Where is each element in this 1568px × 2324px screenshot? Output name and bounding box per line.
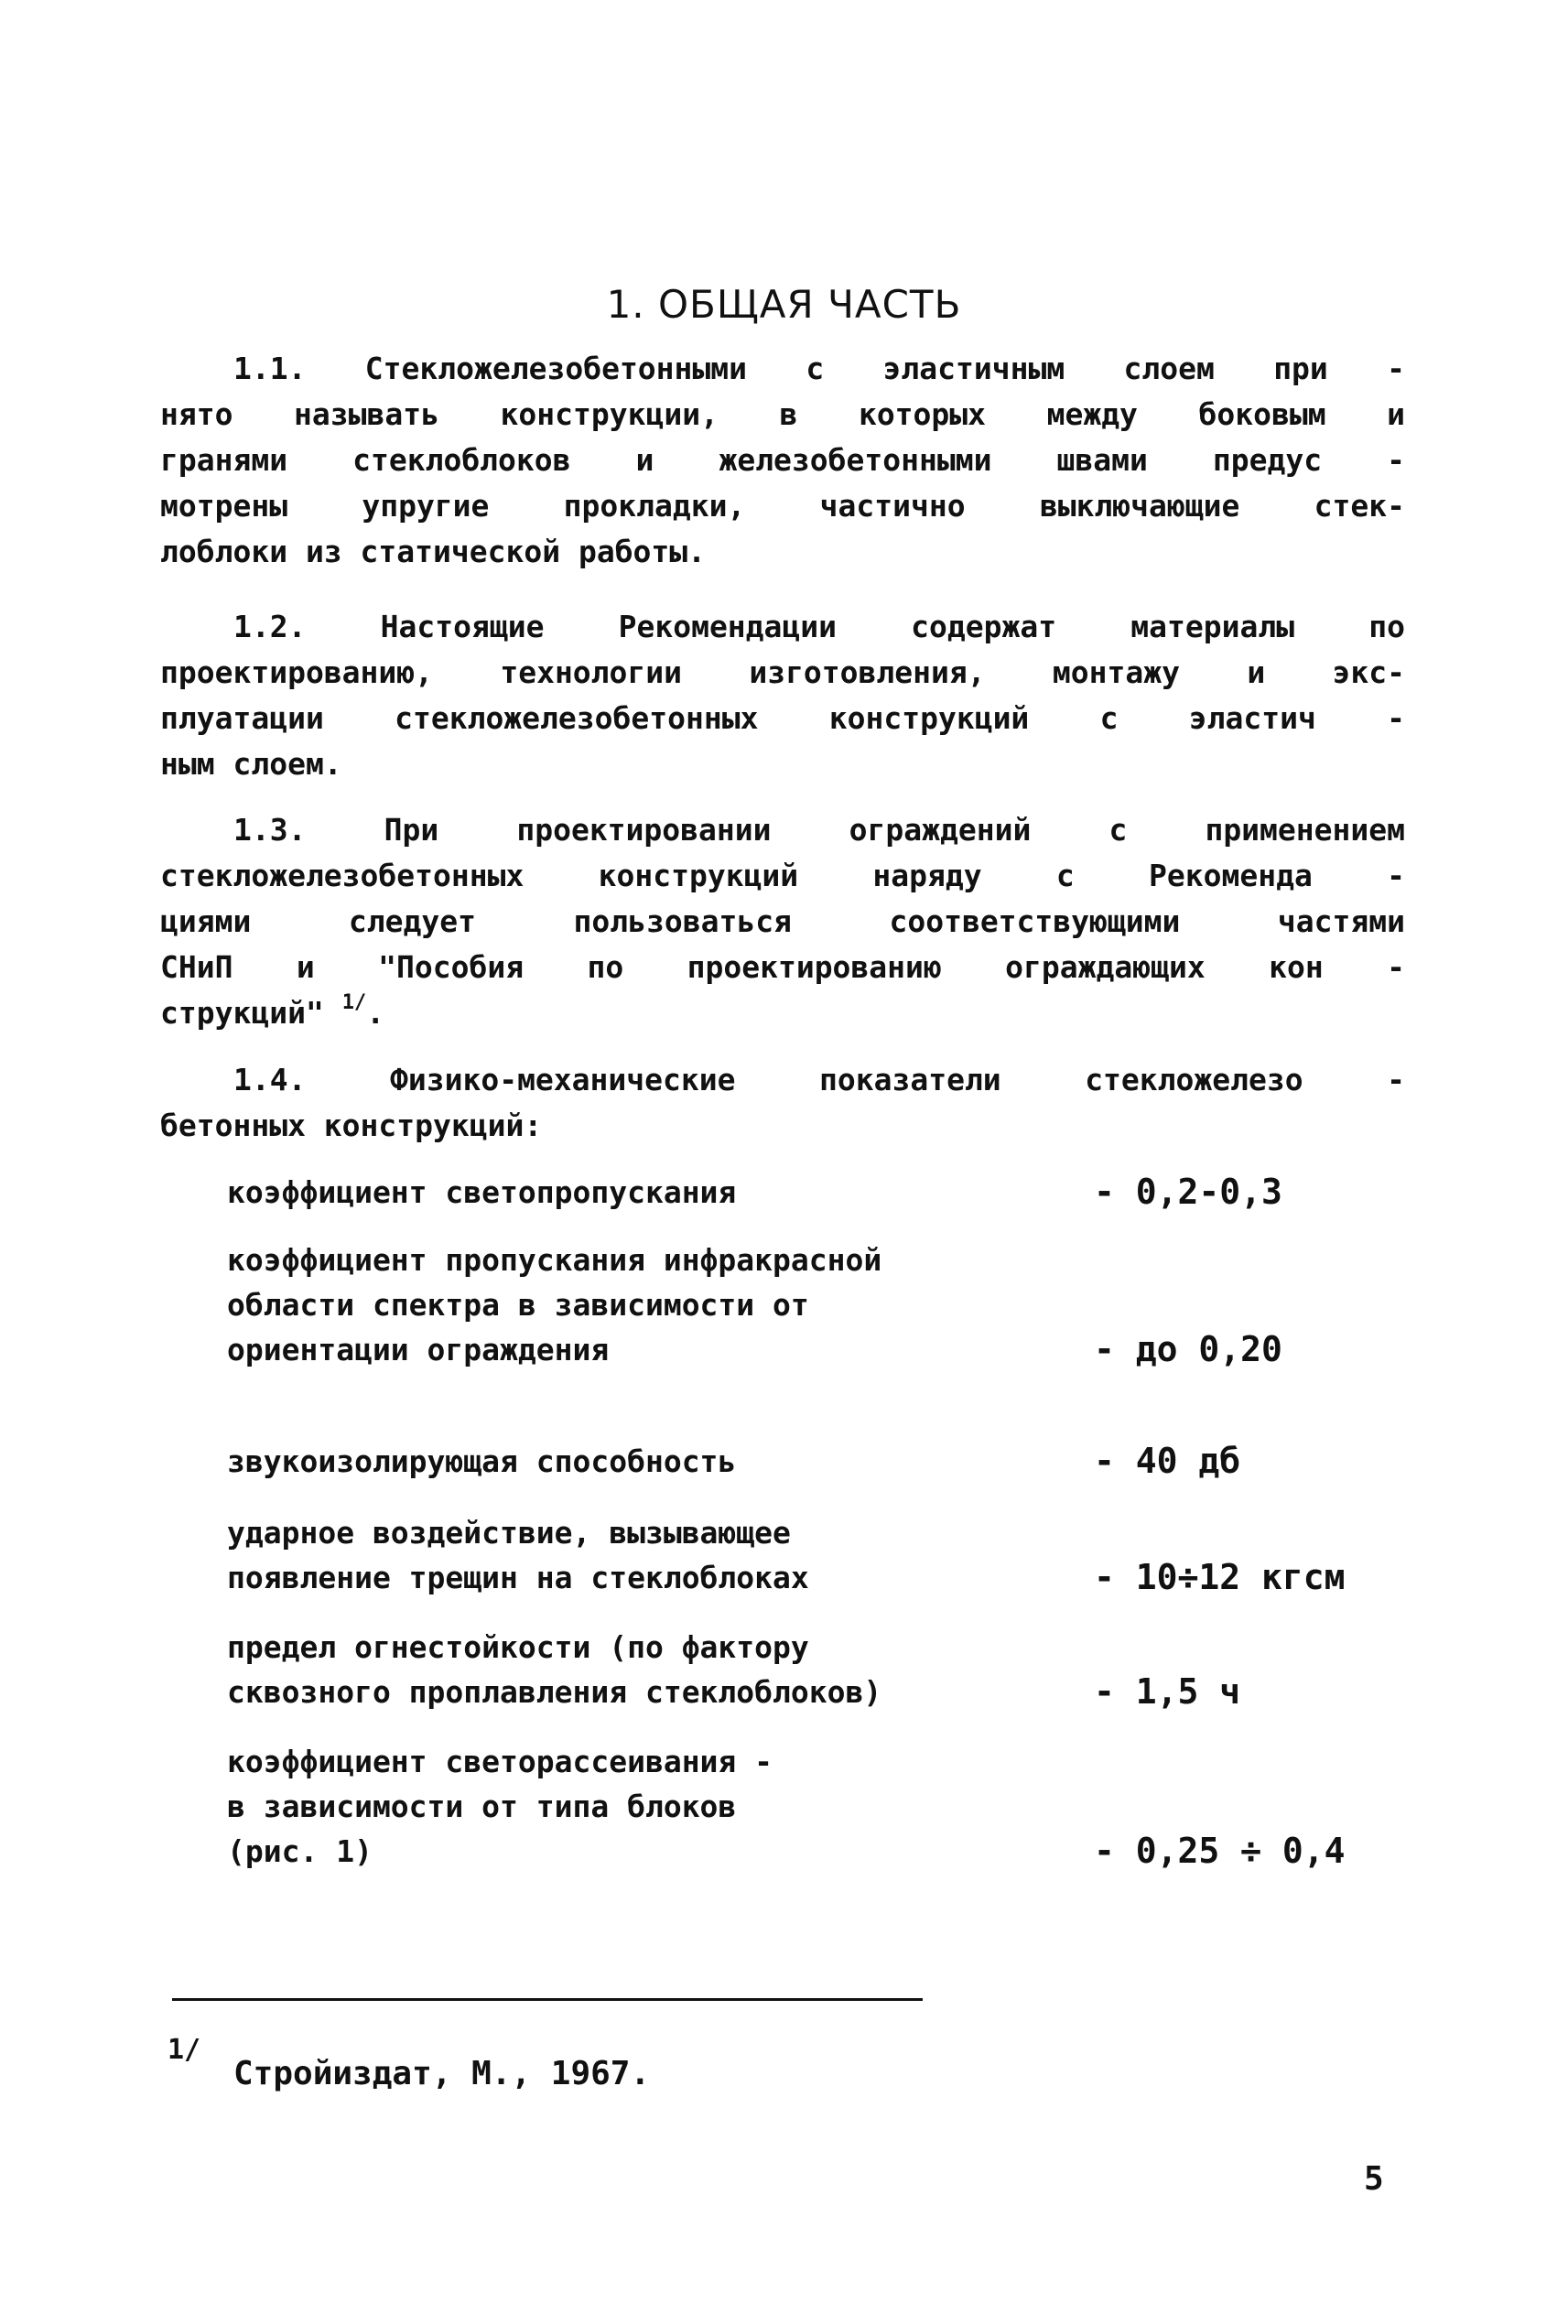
- paragraph-1-4: [160, 1057, 1405, 1149]
- paragraph-line-with-footnote: [160, 990, 1405, 1036]
- paragraph-line: 1.4. Физико-механические показатели стекложелезо -: [233, 1062, 1405, 1097]
- paragraph-line: ным слоем.: [160, 746, 342, 782]
- property-label: коэффициент пропускания инфракрасной области спектра в зависимости от ориентации ограждения: [227, 1242, 882, 1367]
- page-number: 5: [1364, 2160, 1384, 2198]
- footnote-reference: 1/: [341, 991, 367, 1014]
- footnote-divider: [172, 1998, 923, 2001]
- paragraph-line: стекложелезобетонных конструкций наряду с Рекоменда -: [160, 858, 1405, 893]
- property-label: предел огнестойкости (по фактору сквозного проплавления стеклоблоков): [227, 1629, 882, 1710]
- section-title: 1. ОБЩАЯ ЧАСТЬ: [606, 282, 962, 327]
- property-value: - 40 дб: [1094, 1441, 1241, 1481]
- paragraph-line: гранями стеклоблоков и железобетонными швами предус -: [160, 442, 1405, 478]
- paragraph-line: СНиП и "Пособия по проектированию ограждающих кон -: [160, 949, 1405, 985]
- property-value: - 10÷12 кгсм: [1094, 1557, 1346, 1597]
- paragraph-1-1: [160, 346, 1405, 575]
- paragraph-1-2: [160, 604, 1405, 787]
- paragraph-line: бетонных конструкций:: [160, 1108, 543, 1143]
- property-label: звукоизолирующая способность: [227, 1443, 737, 1479]
- paragraph-line: циями следует пользоваться соответствующими частями: [160, 903, 1405, 939]
- paragraph-end-mark: .: [366, 995, 385, 1031]
- paragraph-line: струкций": [160, 995, 324, 1031]
- paragraph-line: 1.2. Настоящие Рекомендации содержат материалы по: [233, 609, 1405, 644]
- property-value: - 0,25 ÷ 0,4: [1094, 1831, 1346, 1871]
- paragraph-line: нято называть конструкции, в которых между боковым и: [160, 396, 1405, 432]
- paragraph-line: 1.1. Стекложелезобетонными с эластичным слоем при -: [233, 351, 1405, 386]
- property-label: коэффициент светорассеивания - в зависимости от типа блоков (рис. 1): [227, 1744, 773, 1869]
- paragraph-1-3: [160, 807, 1405, 1036]
- footnote-mark: 1/: [168, 2034, 201, 2066]
- footnote-text: Стройиздат, М., 1967.: [233, 2055, 651, 2092]
- paragraph-line: мотрены упругие прокладки, частично выключающие стек-: [160, 488, 1405, 524]
- paragraph-line: 1.3. При проектировании ограждений с применением: [233, 812, 1405, 848]
- paragraph-line: лоблоки из статической работы.: [160, 534, 707, 569]
- paragraph-line: проектированию, технологии изготовления, монтажу и экс-: [160, 654, 1405, 690]
- paragraph-line: плуатации стекложелезобетонных конструкций с эластич -: [160, 700, 1405, 736]
- property-value: - до 0,20: [1094, 1329, 1282, 1369]
- property-label: ударное воздействие, вызывающее появление трещин на стеклоблоках: [227, 1515, 809, 1595]
- property-value: - 0,2-0,3: [1094, 1172, 1282, 1212]
- property-value: - 1,5 ч: [1094, 1671, 1241, 1712]
- property-label: коэффициент светопропускания: [227, 1174, 737, 1210]
